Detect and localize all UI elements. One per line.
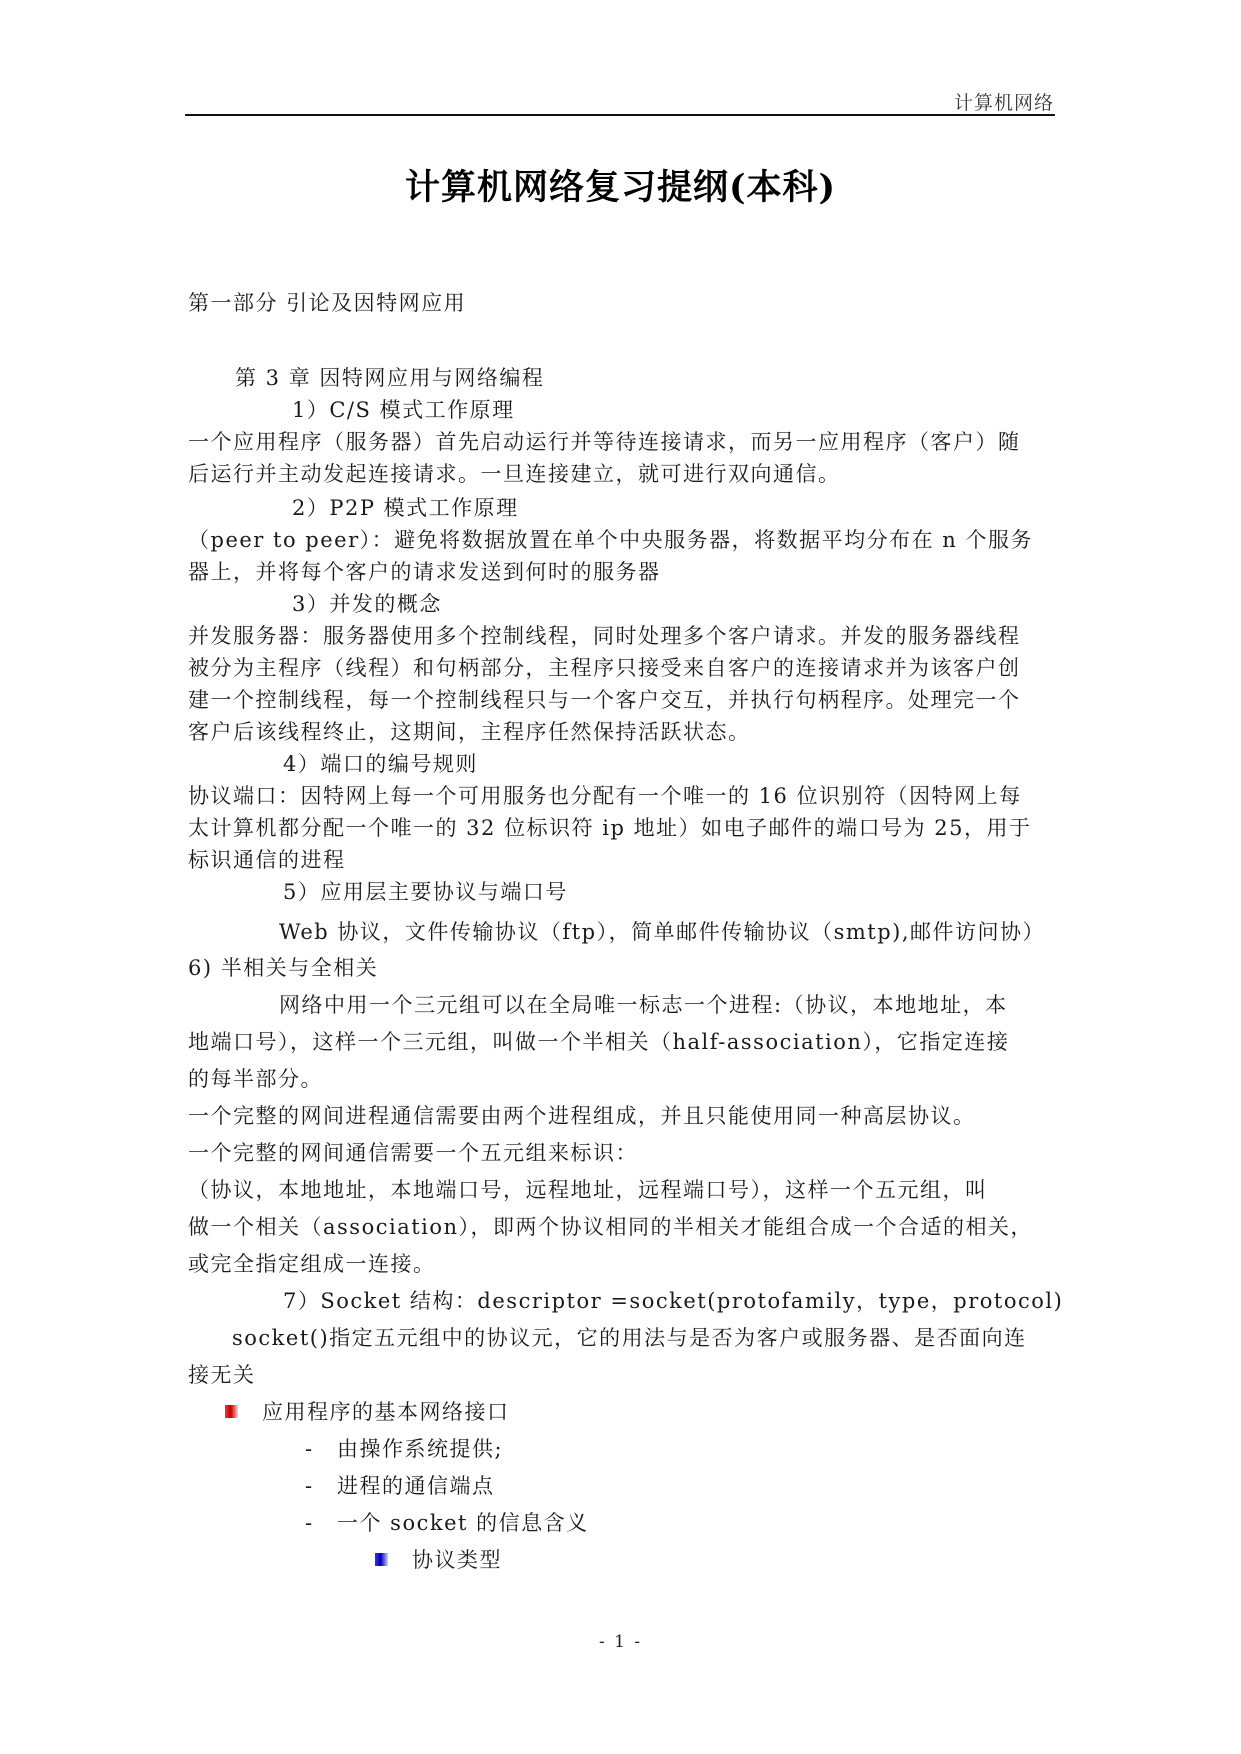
section-6-line-2: 地端口号），这样一个三元组，叫做一个半相关（half-association），它指定连接 [188, 1030, 1010, 1054]
section-5-line-1: Web 协议，文件传输协议（ftp），简单邮件传输协议（smtp),邮件访问协） [279, 920, 1046, 944]
section-6-line-8: 或完全指定组成一连接。 [188, 1252, 436, 1276]
section-2-line-2: 器上，并将每个客户的请求发送到何时的服务器 [188, 560, 661, 584]
dash-bullet-3: - [305, 1511, 313, 1535]
red-square-bullet-icon [225, 1405, 238, 1418]
subbullet-socket-meaning: 一个 socket 的信息含义 [337, 1511, 589, 1535]
running-header: 计算机网络 [953, 92, 1054, 114]
dash-bullet-1: - [305, 1437, 313, 1461]
subbullet-endpoint: 进程的通信端点 [337, 1474, 495, 1498]
section-5-heading: 5）应用层主要协议与端口号 [283, 880, 568, 904]
section-6-line-3: 的每半部分。 [188, 1067, 323, 1091]
section-3-line-4: 客户后该线程终止，这期间，主程序任然保持活跃状态。 [188, 720, 751, 744]
blue-square-bullet-icon [375, 1553, 388, 1566]
section-2-heading: 2）P2P 模式工作原理 [292, 496, 519, 520]
section-4-line-3: 标识通信的进程 [188, 848, 346, 872]
section-1-line-1: 一个应用程序（服务器）首先启动运行并等待连接请求，而另一应用程序（客户）随 [188, 430, 1021, 454]
section-7-line-1: socket()指定五元组中的协议元，它的用法与是否为客户或服务器、是否面向连 [232, 1326, 1027, 1350]
section-4-line-2: 太计算机都分配一个唯一的 32 位标识符 ip 地址）如电子邮件的端口号为 25，用于 [188, 816, 1032, 840]
header-rule [185, 114, 1055, 116]
section-6-line-4: 一个完整的网间进程通信需要由两个进程组成，并且只能使用同一种高层协议。 [188, 1104, 976, 1128]
section-2-line-1: （peer to peer）：避免将数据放置在单个中央服务器，将数据平均分布在 n 个服务 [188, 528, 1033, 552]
dash-bullet-2: - [305, 1474, 313, 1498]
section-6-line-1: 网络中用一个三元组可以在全局唯一标志一个进程:（协议，本地地址，本 [279, 993, 1008, 1017]
section-3-line-1: 并发服务器：服务器使用多个控制线程，同时处理多个客户请求。并发的服务器线程 [188, 624, 1021, 648]
section-1-line-2: 后运行并主动发起连接请求。一旦连接建立，就可进行双向通信。 [188, 462, 841, 486]
section-7-line-2: 接无关 [188, 1363, 256, 1387]
chapter-heading: 第 3 章 因特网应用与网络编程 [235, 366, 545, 390]
bullet-protocol-type: 协议类型 [412, 1548, 502, 1572]
section-6-line-7: 做一个相关（association），即两个协议相同的半相关才能组合成一个合适的相关， [188, 1215, 1034, 1239]
section-1-heading: 1）C/S 模式工作原理 [292, 398, 515, 422]
section-4-heading: 4）端口的编号规则 [283, 752, 478, 776]
section-6-line-6: （协议，本地地址，本地端口号，远程地址，远程端口号），这样一个五元组，叫 [188, 1178, 988, 1202]
section-3-line-2: 被分为主程序（线程）和句柄部分，主程序只接受来自客户的连接请求并为该客户创 [188, 656, 1021, 680]
bullet-network-interface: 应用程序的基本网络接口 [262, 1400, 510, 1424]
section-6-heading: 6) 半相关与全相关 [188, 956, 379, 980]
section-7-heading: 7）Socket 结构：descriptor =socket(protofamily，type，protocol) [283, 1289, 1064, 1313]
page-number: - 1 - [598, 1632, 643, 1652]
section-3-line-3: 建一个控制线程，每一个控制线程只与一个客户交互，并执行句柄程序。处理完一个 [188, 688, 1021, 712]
document-title: 计算机网络复习提纲(本科) [404, 167, 837, 208]
part-heading: 第一部分 引论及因特网应用 [188, 291, 467, 315]
section-4-line-1: 协议端口：因特网上每一个可用服务也分配有一个唯一的 16 位识别符（因特网上每 [188, 784, 1022, 808]
subbullet-os-provided: 由操作系统提供; [337, 1437, 504, 1461]
section-6-line-5: 一个完整的网间通信需要一个五元组来标识： [188, 1141, 638, 1165]
section-3-heading: 3）并发的概念 [292, 592, 442, 616]
